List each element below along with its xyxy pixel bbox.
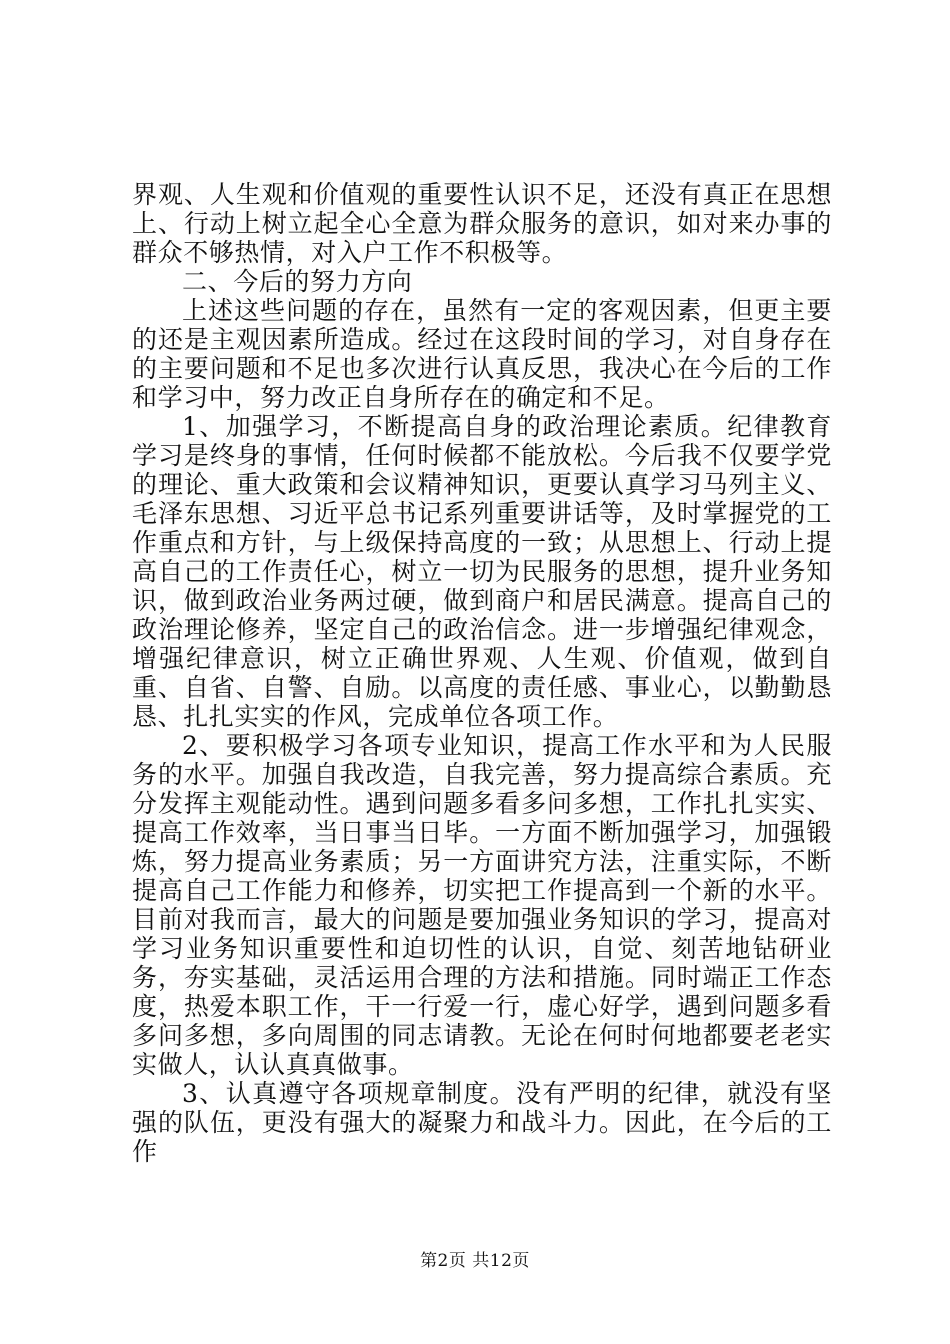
document-body — [132, 180, 832, 1166]
paragraph-reflection: 上述这些问题的存在，虽然有一定的客观因素，但更主要的还是主观因素所造成。经过在这段时间的学习，对自身存在的主要问题和不足也多次进行认真反思，我决心在今后的工作和学习中，努力改正自身所存在的确定和不足。 — [132, 296, 832, 412]
paragraph-point-2: 2、要积极学习各项专业知识，提高工作水平和为人民服务的水平。加强自我改造，自我完善，努力提高综合素质。充分发挥主观能动性。遇到问题多看多问多想，工作扎扎实实、提高工作效率，当日事当日毕。一方面不断加强学习，加强锻炼，努力提高业务素质；另一方面讲究方法，注重实际，不断提高自己工作能力和修养，切实把工作提高到一个新的水平。目前对我而言，最大的问题是要加强业务知识的学习，提高对学习业务知识重要性和迫切性的认识，自觉、刻苦地钻研业务，夯实基础，灵活运用合理的方法和措施。同时端正工作态度，热爱本职工作，干一行爱一行，虚心好学，遇到问题多看多问多想，多向周围的同志请教。无论在何时何地都要老老实实做人，认认真真做事。 — [132, 731, 832, 1079]
paragraph-continued: 界观、人生观和价值观的重要性认识不足，还没有真正在思想上、行动上树立起全心全意为群众服务的意识，如对来办事的群众不够热情，对入户工作不积极等。 — [132, 180, 832, 267]
paragraph-point-3: 3、认真遵守各项规章制度。没有严明的纪律，就没有坚强的队伍，更没有强大的凝聚力和战斗力。因此，在今后的工作 — [132, 1079, 832, 1166]
page-footer: 第2页 共12页 — [420, 1251, 530, 1271]
section-heading: 二、今后的努力方向 — [182, 267, 413, 296]
paragraph-point-1: 1、加强学习，不断提高自身的政治理论素质。纪律教育学习是终身的事情，任何时候都不能放松。今后我不仅要学党的理论、重大政策和会议精神知识，更要认真学习马列主义、毛泽东思想、习近平总书记系列重要讲话等，及时掌握党的工作重点和方针，与上级保持高度的一致；从思想上、行动上提高自己的工作责任心，树立一切为民服务的思想，提升业务知识，做到政治业务两过硬，做到商户和居民满意。提高自己的政治理论修养，坚定自己的政治信念。进一步增强纪律观念，增强纪律意识，树立正确世界观、人生观、价值观，做到自重、自省、自警、自励。以高度的责任感、事业心，以勤勤恳恳、扎扎实实的作风，完成单位各项工作。 — [132, 412, 832, 731]
